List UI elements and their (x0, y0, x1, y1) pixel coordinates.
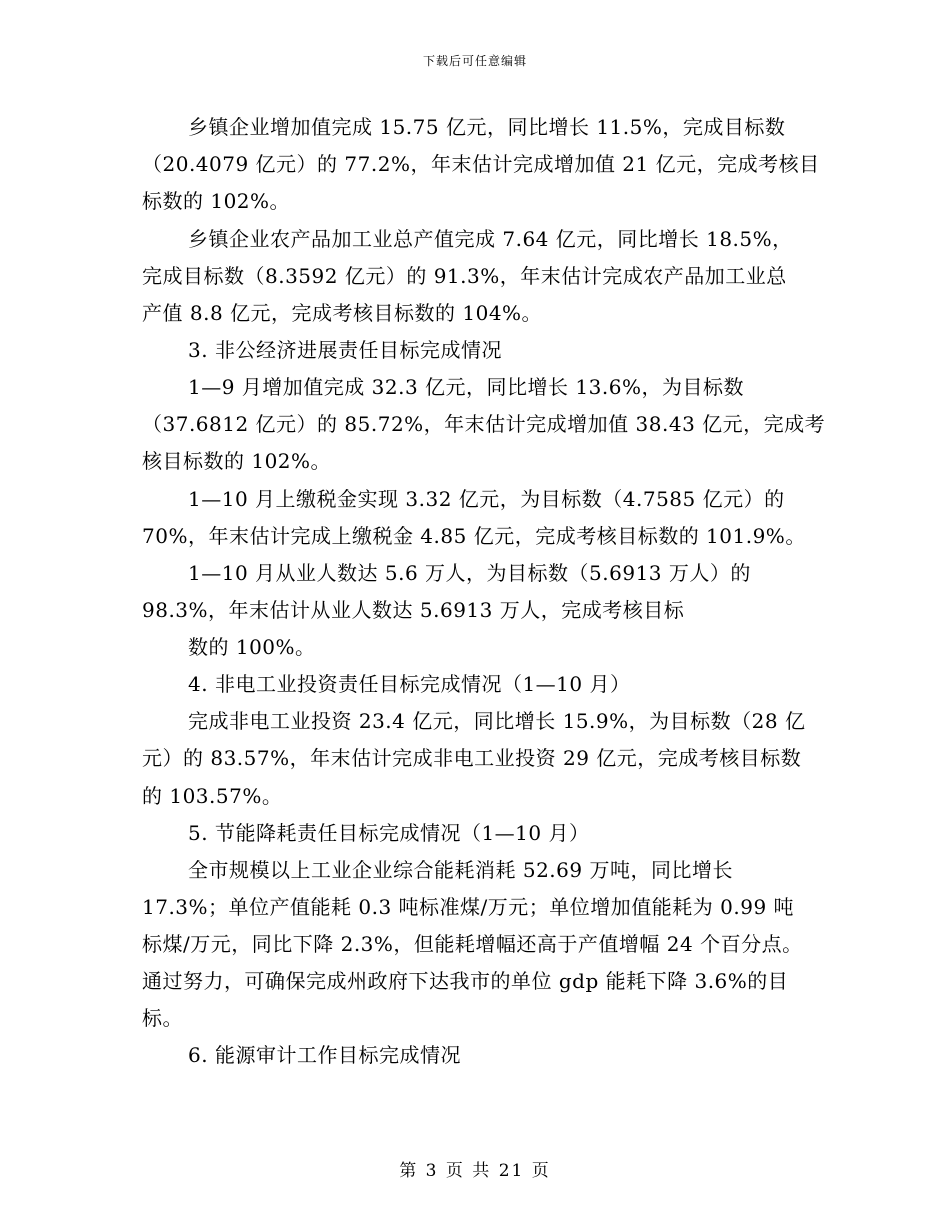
body-line: 核目标数的 102%。 (142, 449, 332, 473)
page-footer: 第 3 页 共 21 页 (399, 1161, 551, 1181)
body-line: 乡镇企业农产品加工业总产值完成 7.64 亿元，同比增长 18.5%， (188, 227, 793, 251)
section-heading: 3. 非公经济进展责任目标完成情况 (188, 338, 502, 362)
body-line: 1—10 月上缴税金实现 3.32 亿元，为目标数（4.7585 亿元）的 (188, 487, 785, 511)
body-line: （20.4079 亿元）的 77.2%，年末估计完成增加值 21 亿元，完成考核目 (142, 152, 820, 176)
body-line: 1—9 月增加值完成 32.3 亿元，同比增长 13.6%，为目标数 (188, 375, 744, 399)
page-header: 下载后可任意编辑 (422, 54, 527, 68)
body-line: 元）的 83.57%，年末估计完成非电工业投资 29 亿元，完成考核目标数 (142, 746, 802, 770)
body-line: 标煤/万元，同比下降 2.3%，但能耗增幅还高于产值增幅 24 个百分点。 (142, 932, 803, 956)
body-line: 17.3%；单位产值能耗 0.3 吨标准煤/万元；单位增加值能耗为 0.99 吨 (142, 895, 795, 919)
body-line: 70%，年末估计完成上缴税金 4.85 亿元，完成考核目标数的 101.9%。 (142, 524, 806, 548)
body-line: 数的 100%。 (188, 635, 316, 659)
section-heading: 4. 非电工业投资责任目标完成情况（1—10 月） (188, 672, 631, 696)
body-line: 全市规模以上工业企业综合能耗消耗 52.69 万吨，同比增长 (188, 858, 733, 882)
body-line: 1—10 月从业人数达 5.6 万人，为目标数（5.6913 万人）的 (188, 561, 751, 585)
body-line: 产值 8.8 亿元，完成考核目标数的 104%。 (142, 301, 543, 325)
section-heading: 5. 节能降耗责任目标完成情况（1—10 月） (188, 821, 590, 845)
body-line: 标。 (142, 1006, 183, 1030)
body-line: 通过努力，可确保完成州政府下达我市的单位 gdp 能耗下降 3.6%的目 (142, 969, 789, 993)
body-line: 完成非电工业投资 23.4 亿元，同比增长 15.9%，为目标数（28 亿 (188, 709, 806, 733)
body-line: 标数的 102%。 (142, 189, 291, 213)
body-line: 98.3%，年末估计从业人数达 5.6913 万人，完成考核目标 (142, 598, 685, 622)
body-line: 完成目标数（8.3592 亿元）的 91.3%，年末估计完成农产品加工业总 (142, 264, 787, 288)
body-line: 的 103.57%。 (142, 784, 283, 808)
section-heading: 6. 能源审计工作目标完成情况 (188, 1043, 461, 1067)
body-line: （37.6812 亿元）的 85.72%，年末估计完成增加值 38.43 亿元，完成考 (142, 412, 826, 436)
body-line: 乡镇企业增加值完成 15.75 亿元，同比增长 11.5%，完成目标数 (188, 115, 786, 139)
